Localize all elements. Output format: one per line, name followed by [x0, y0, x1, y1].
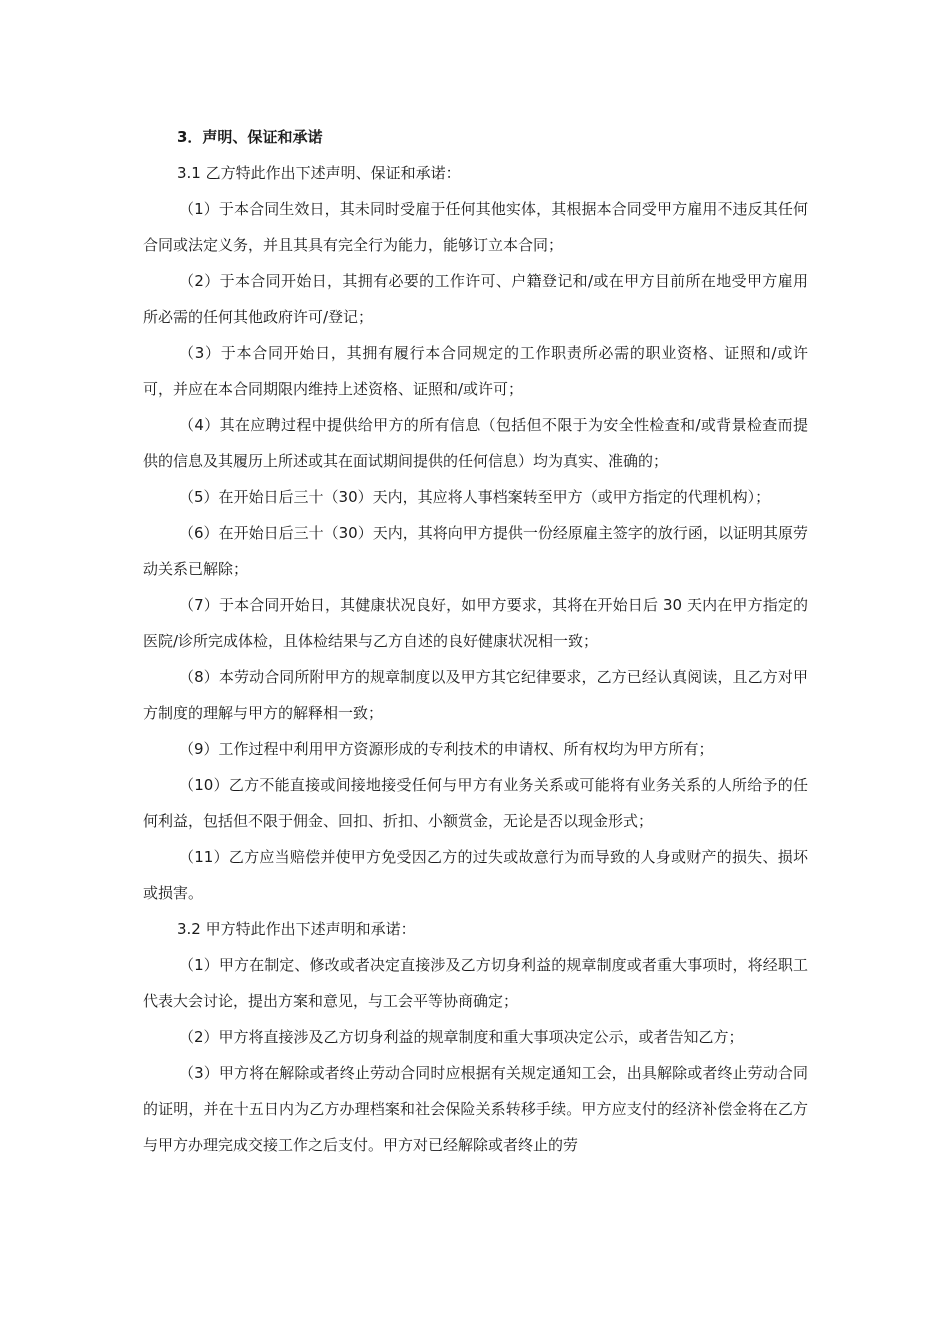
document-body: [143, 119, 808, 1163]
clause-3-2-1: （1）甲方在制定、修改或者决定直接涉及乙方切身利益的规章制度或者重大事项时，将经职工代表大会讨论，提出方案和意见，与工会平等协商确定；: [143, 956, 808, 1010]
clause-3-1-1: （1）于本合同生效日，其未同时受雇于任何其他实体，其根据本合同受甲方雇用不违反其任何合同或法定义务，并且其具有完全行为能力，能够订立本合同；: [143, 200, 808, 254]
clause-3-1-6: （6）在开始日后三十（30）天内，其将向甲方提供一份经原雇主签字的放行函，以证明其原劳动关系已解除；: [143, 524, 808, 578]
clause-3-1-11: （11）乙方应当赔偿并使甲方免受因乙方的过失或故意行为而导致的人身或财产的损失、损坏或损害。: [143, 848, 808, 902]
clause-3-2-3: （3）甲方将在解除或者终止劳动合同时应根据有关规定通知工会，出具解除或者终止劳动合同的证明，并在十五日内为乙方办理档案和社会保险关系转移手续。甲方应支付的经济补偿金将在乙方与甲方办理完成交接工作之后支付。甲方对已经解除或者终止的劳: [143, 1064, 808, 1154]
clause-3-1-3: （3）于本合同开始日，其拥有履行本合同规定的工作职责所必需的职业资格、证照和/或许可，并应在本合同期限内维持上述资格、证照和/或许可；: [143, 344, 808, 398]
clause-3-1-9: （9）工作过程中利用甲方资源形成的专利技术的申请权、所有权均为甲方所有；: [179, 740, 714, 758]
clause-3-2-2: （2）甲方将直接涉及乙方切身利益的规章制度和重大事项决定公示，或者告知乙方；: [179, 1028, 744, 1046]
section-heading: 3．声明、保证和承诺: [177, 128, 323, 146]
clause-3-1-2: （2）于本合同开始日，其拥有必要的工作许可、户籍登记和/或在甲方目前所在地受甲方雇用所必需的任何其他政府许可/登记；: [143, 272, 808, 326]
section-3-2-title: 3.2 甲方特此作出下述声明和承诺：: [177, 920, 416, 938]
clause-3-1-5: （5）在开始日后三十（30）天内，其应将人事档案转至甲方（或甲方指定的代理机构）；: [179, 488, 771, 506]
clause-3-1-8: （8）本劳动合同所附甲方的规章制度以及甲方其它纪律要求，乙方已经认真阅读，且乙方对甲方制度的理解与甲方的解释相一致；: [143, 668, 808, 722]
clause-3-1-4: （4）其在应聘过程中提供给甲方的所有信息（包括但不限于为安全性检查和/或背景检查而提供的信息及其履历上所述或其在面试期间提供的任何信息）均为真实、准确的；: [143, 416, 808, 470]
clause-3-1-7: （7）于本合同开始日，其健康状况良好，如甲方要求，其将在开始日后 30 天内在甲方指定的医院/诊所完成体检，且体检结果与乙方自述的良好健康状况相一致；: [143, 596, 808, 650]
clause-3-1-10: （10）乙方不能直接或间接地接受任何与甲方有业务关系或可能将有业务关系的人所给予的任何利益，包括但不限于佣金、回扣、折扣、小额赏金，无论是否以现金形式；: [143, 776, 808, 830]
section-3-1-title: 3.1 乙方特此作出下述声明、保证和承诺：: [177, 164, 461, 182]
